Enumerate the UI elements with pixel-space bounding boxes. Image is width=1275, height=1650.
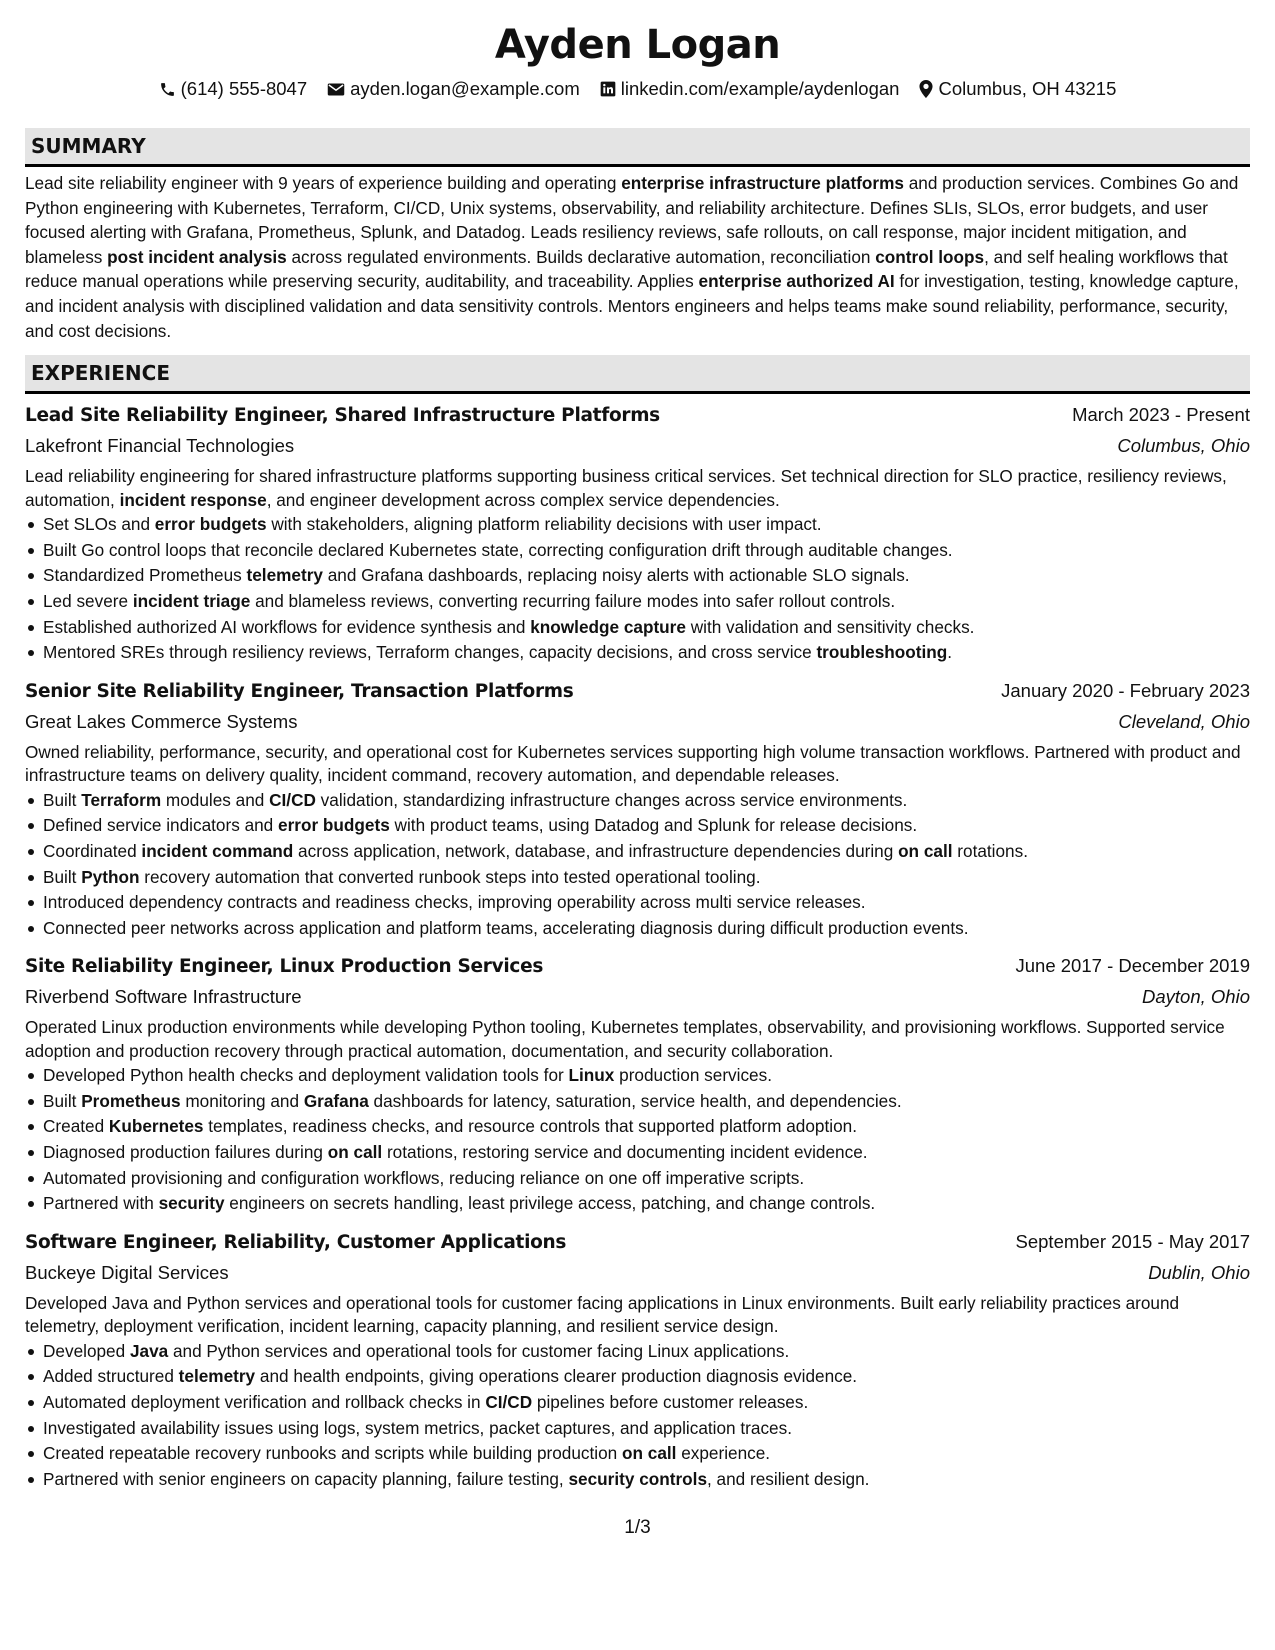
- bold-keyword: Prometheus: [81, 1090, 181, 1111]
- company-name: Lakefront Financial Technologies: [25, 435, 295, 457]
- text-segment: Developed Python health checks and deployment validation tools for: [43, 1065, 569, 1086]
- text-segment: Built: [43, 1090, 82, 1111]
- job-dates: March 2023 - Present: [1072, 404, 1250, 426]
- text-segment: and Grafana dashboards, replacing noisy alerts with actionable SLO signals.: [322, 565, 910, 586]
- linkedin-text: linkedin.com/example/aydenlogan: [620, 78, 900, 99]
- bold-keyword: on call: [621, 1443, 677, 1464]
- bold-keyword: incident command: [141, 840, 294, 861]
- job-description: [25, 1292, 1250, 1339]
- map-pin-icon: [919, 80, 933, 98]
- job-entry: [25, 400, 1250, 666]
- job-location: Cleveland, Ohio: [1118, 710, 1250, 732]
- text-segment: rotations.: [952, 840, 1028, 861]
- job-description: [25, 741, 1250, 788]
- job-bullets: [25, 1063, 1250, 1217]
- job-entry: [25, 951, 1250, 1217]
- job-bullets: [25, 1339, 1250, 1493]
- text-segment: Built: [43, 789, 82, 810]
- text-segment: with stakeholders, aligning platform reliability decisions with user impact.: [266, 514, 822, 535]
- bullet-item: [25, 1441, 1250, 1467]
- text-segment: experience.: [676, 1443, 771, 1464]
- text-segment: Led severe: [43, 590, 133, 611]
- envelope-icon: [327, 82, 345, 97]
- bold-keyword: Terraform: [81, 789, 162, 810]
- job-company-row: [25, 1258, 1250, 1288]
- resume-page: [25, 16, 1250, 1492]
- job-title-row: [25, 400, 1250, 431]
- experience-heading: EXPERIENCE: [25, 355, 1250, 394]
- text-segment: Developed Java and Python services and operational tools for customer facing applications in Linux environments. Built early reliability practices around telemetry, deployment verification, incident learning, capacity planning, and resilient service design.: [25, 1292, 1180, 1337]
- text-segment: Created: [43, 1116, 109, 1137]
- contact-email[interactable]: [327, 76, 580, 102]
- job-title-row: [25, 1227, 1250, 1258]
- contact-location: [919, 76, 1116, 102]
- bold-keyword: error budgets: [154, 514, 267, 535]
- job-description: [25, 465, 1250, 512]
- bold-keyword: telemetry: [246, 565, 323, 586]
- bullet-item: [25, 890, 1250, 916]
- summary-heading: SUMMARY: [25, 128, 1250, 167]
- text-segment: Operated Linux production environments while developing Python tooling, Kubernetes templates, observability, and provisioning workflows. Supported service adoption and production recovery through practical automation, documentation, and security collaboration.: [25, 1017, 1225, 1061]
- bold-keyword: CI/CD: [485, 1392, 533, 1413]
- text-segment: Coordinated: [43, 840, 142, 861]
- text-segment: rotations, restoring service and documenting incident evidence.: [382, 1142, 868, 1163]
- bold-keyword: error budgets: [278, 815, 390, 836]
- text-segment: Set SLOs and: [43, 514, 155, 535]
- job-dates: June 2017 - December 2019: [1015, 955, 1250, 977]
- job-dates: September 2015 - May 2017: [1015, 1230, 1250, 1252]
- bold-keyword: enterprise infrastructure platforms: [621, 173, 904, 193]
- bold-keyword: incident triage: [132, 590, 251, 611]
- job-bullets: [25, 512, 1250, 666]
- linkedin-icon: [600, 81, 616, 97]
- text-segment: and production services. Combines Go and Python engineering with Kubernetes, Terraform, CI/CD, Unix systems, observability, and reliability architecture. Defines SLIs, SLOs, error budgets, and user focused alerting with Grafana, Prometheus, Splunk, and Datadog. Leads resiliency reviews, safe rollouts, on call response, major incident mitigation, and blameless: [25, 173, 1239, 267]
- text-segment: Defined service indicators and: [43, 815, 279, 836]
- bullet-item: [25, 1140, 1250, 1166]
- page-number: 1/3: [624, 1517, 651, 1538]
- phone-text: (614) 555-8047: [180, 78, 308, 99]
- bold-keyword: CI/CD: [269, 789, 316, 810]
- bullet-item: [25, 813, 1250, 839]
- text-segment: with validation and sensitivity checks.: [685, 616, 975, 637]
- text-segment: Owned reliability, performance, security, and operational cost for Kubernetes services supporting high volume transaction workflows. Partnered with product and infrastructure teams on delivery quality, incident command, recovery automation, and dependable releases.: [25, 741, 1241, 786]
- bold-keyword: security controls: [568, 1468, 707, 1489]
- bullet-item: [25, 1166, 1250, 1192]
- text-segment: Diagnosed production failures during: [43, 1142, 328, 1163]
- text-segment: , and self healing workflows that reduce manual operations while preserving security, auditability, and traceability. Applies: [25, 246, 1228, 292]
- text-segment: Built Go control loops that reconcile declared Kubernetes state, correcting configuration drift through auditable changes.: [43, 539, 953, 560]
- text-segment: Automated provisioning and configuration workflows, reducing reliance on one off imperative scripts.: [43, 1167, 805, 1188]
- bullet-item: [25, 788, 1250, 814]
- job-title: Lead Site Reliability Engineer, Shared Infrastructure Platforms: [25, 405, 660, 427]
- text-segment: templates, readiness checks, and resource controls that supported platform adoption.: [203, 1116, 857, 1137]
- text-segment: and Python services and operational tools for customer facing Linux applications.: [168, 1340, 790, 1361]
- text-segment: Created repeatable recovery runbooks and scripts while building production: [43, 1443, 622, 1464]
- location-text: Columbus, OH 43215: [938, 78, 1117, 99]
- job-company-row: [25, 707, 1250, 737]
- bold-keyword: Java: [129, 1340, 169, 1361]
- bullet-item: [25, 865, 1250, 891]
- job-company-row: [25, 982, 1250, 1012]
- bold-keyword: incident response: [119, 489, 267, 510]
- summary-text: [25, 171, 1250, 343]
- bold-keyword: on call: [898, 840, 953, 861]
- bold-keyword: post incident analysis: [107, 246, 287, 267]
- bullet-item: [25, 589, 1250, 615]
- contact-phone: [159, 76, 308, 102]
- text-segment: Investigated availability issues using logs, system metrics, packet captures, and application traces.: [43, 1417, 792, 1438]
- job-title: Senior Site Reliability Engineer, Transaction Platforms: [25, 680, 574, 702]
- text-segment: Partnered with senior engineers on capacity planning, failure testing,: [43, 1468, 569, 1489]
- text-segment: Built: [43, 866, 82, 887]
- job-location: Columbus, Ohio: [1117, 435, 1250, 457]
- job-dates: January 2020 - February 2023: [1001, 679, 1250, 701]
- job-entry: [25, 1227, 1250, 1493]
- text-segment: engineers on secrets handling, least privilege access, patching, and change controls.: [224, 1193, 876, 1214]
- text-segment: pipelines before customer releases.: [532, 1392, 809, 1413]
- text-segment: modules and: [161, 789, 270, 810]
- bold-keyword: on call: [327, 1142, 383, 1163]
- bullet-item: [25, 1467, 1250, 1493]
- bullet-item: [25, 1114, 1250, 1140]
- text-segment: Mentored SREs through resiliency reviews, Terraform changes, capacity decisions, and cross service: [43, 642, 817, 663]
- text-segment: for investigation, testing, knowledge capture, and incident analysis with disciplined validation and data sensitivity controls. Mentors engineers and helps teams make sound reliability, performance, security, and cost decisions.: [25, 271, 1239, 341]
- text-segment: and health endpoints, giving operations clearer production diagnosis evidence.: [255, 1366, 858, 1387]
- text-segment: Added structured: [43, 1366, 179, 1387]
- bold-keyword: enterprise authorized AI: [698, 271, 895, 292]
- job-title-row: [25, 951, 1250, 982]
- bullet-item: [25, 1416, 1250, 1442]
- bold-keyword: control loops: [875, 246, 985, 267]
- text-segment: , and engineer development across complex service dependencies.: [266, 489, 780, 510]
- bold-keyword: Linux: [568, 1065, 615, 1086]
- job-title: Site Reliability Engineer, Linux Production Services: [25, 956, 544, 978]
- phone-icon: [159, 81, 176, 98]
- text-segment: Lead reliability engineering for shared infrastructure platforms supporting business critical services. Set technical direction for SLO practice, resiliency reviews, automation,: [25, 466, 1227, 510]
- job-location: Dayton, Ohio: [1142, 986, 1250, 1008]
- contact-linkedin[interactable]: [600, 76, 900, 102]
- email-text: ayden.logan@example.com: [350, 78, 580, 99]
- text-segment: Introduced dependency contracts and readiness checks, improving operability across multi service releases.: [43, 892, 866, 913]
- text-segment: across application, network, database, and infrastructure dependencies during: [293, 840, 899, 861]
- bold-keyword: telemetry: [178, 1366, 256, 1387]
- text-segment: Standardized Prometheus: [43, 565, 247, 586]
- bullet-item: [25, 1364, 1250, 1390]
- bold-keyword: Python: [81, 866, 140, 887]
- text-segment: monitoring and: [180, 1090, 304, 1111]
- text-segment: Connected peer networks across application and platform teams, accelerating diagnosis during difficult production events.: [43, 917, 969, 938]
- bullet-item: [25, 640, 1250, 666]
- text-segment: and blameless reviews, converting recurring failure modes into safer rollout controls.: [250, 590, 896, 611]
- text-segment: dashboards for latency, saturation, service health, and dependencies.: [368, 1090, 902, 1111]
- bold-keyword: knowledge capture: [530, 616, 686, 637]
- job-company-row: [25, 431, 1250, 461]
- candidate-name: Ayden Logan: [494, 22, 781, 68]
- bullet-item: [25, 839, 1250, 865]
- text-segment: production services.: [614, 1065, 772, 1086]
- bullet-item: [25, 1390, 1250, 1416]
- experience-list: [25, 400, 1250, 1492]
- company-name: Riverbend Software Infrastructure: [25, 986, 302, 1008]
- text-segment: Established authorized AI workflows for evidence synthesis and: [43, 616, 531, 637]
- job-title: Software Engineer, Reliability, Customer Applications: [25, 1231, 567, 1253]
- contact-bar: [25, 76, 1250, 102]
- bullet-item: [25, 1191, 1250, 1217]
- company-name: Great Lakes Commerce Systems: [25, 710, 298, 732]
- text-segment: recovery automation that converted runbook steps into tested operational tooling.: [139, 866, 761, 887]
- bullet-item: [25, 563, 1250, 589]
- bold-keyword: Grafana: [303, 1090, 369, 1111]
- text-segment: with product teams, using Datadog and Splunk for release decisions.: [389, 815, 918, 836]
- bullet-item: [25, 916, 1250, 942]
- text-segment: Automated deployment verification and rollback checks in: [43, 1392, 486, 1413]
- text-segment: across regulated environments. Builds declarative automation, reconciliation: [286, 246, 876, 267]
- bold-keyword: troubleshooting: [816, 642, 948, 663]
- company-name: Buckeye Digital Services: [25, 1261, 229, 1283]
- bullet-item: [25, 512, 1250, 538]
- bold-keyword: security: [158, 1193, 225, 1214]
- job-description: [25, 1016, 1250, 1063]
- text-segment: Developed: [43, 1340, 130, 1361]
- job-location: Dublin, Ohio: [1148, 1261, 1250, 1283]
- text-segment: validation, standardizing infrastructure changes across service environments.: [315, 789, 908, 810]
- bullet-item: [25, 1339, 1250, 1365]
- bullet-item: [25, 538, 1250, 564]
- bullet-item: [25, 615, 1250, 641]
- text-segment: Partnered with: [43, 1193, 159, 1214]
- text-segment: Lead site reliability engineer with 9 years of experience building and operating: [25, 173, 622, 193]
- bullet-item: [25, 1063, 1250, 1089]
- job-title-row: [25, 676, 1250, 707]
- job-entry: [25, 676, 1250, 942]
- bold-keyword: Kubernetes: [108, 1116, 204, 1137]
- text-segment: .: [947, 642, 953, 663]
- job-bullets: [25, 788, 1250, 942]
- bullet-item: [25, 1089, 1250, 1115]
- text-segment: , and resilient design.: [707, 1468, 870, 1489]
